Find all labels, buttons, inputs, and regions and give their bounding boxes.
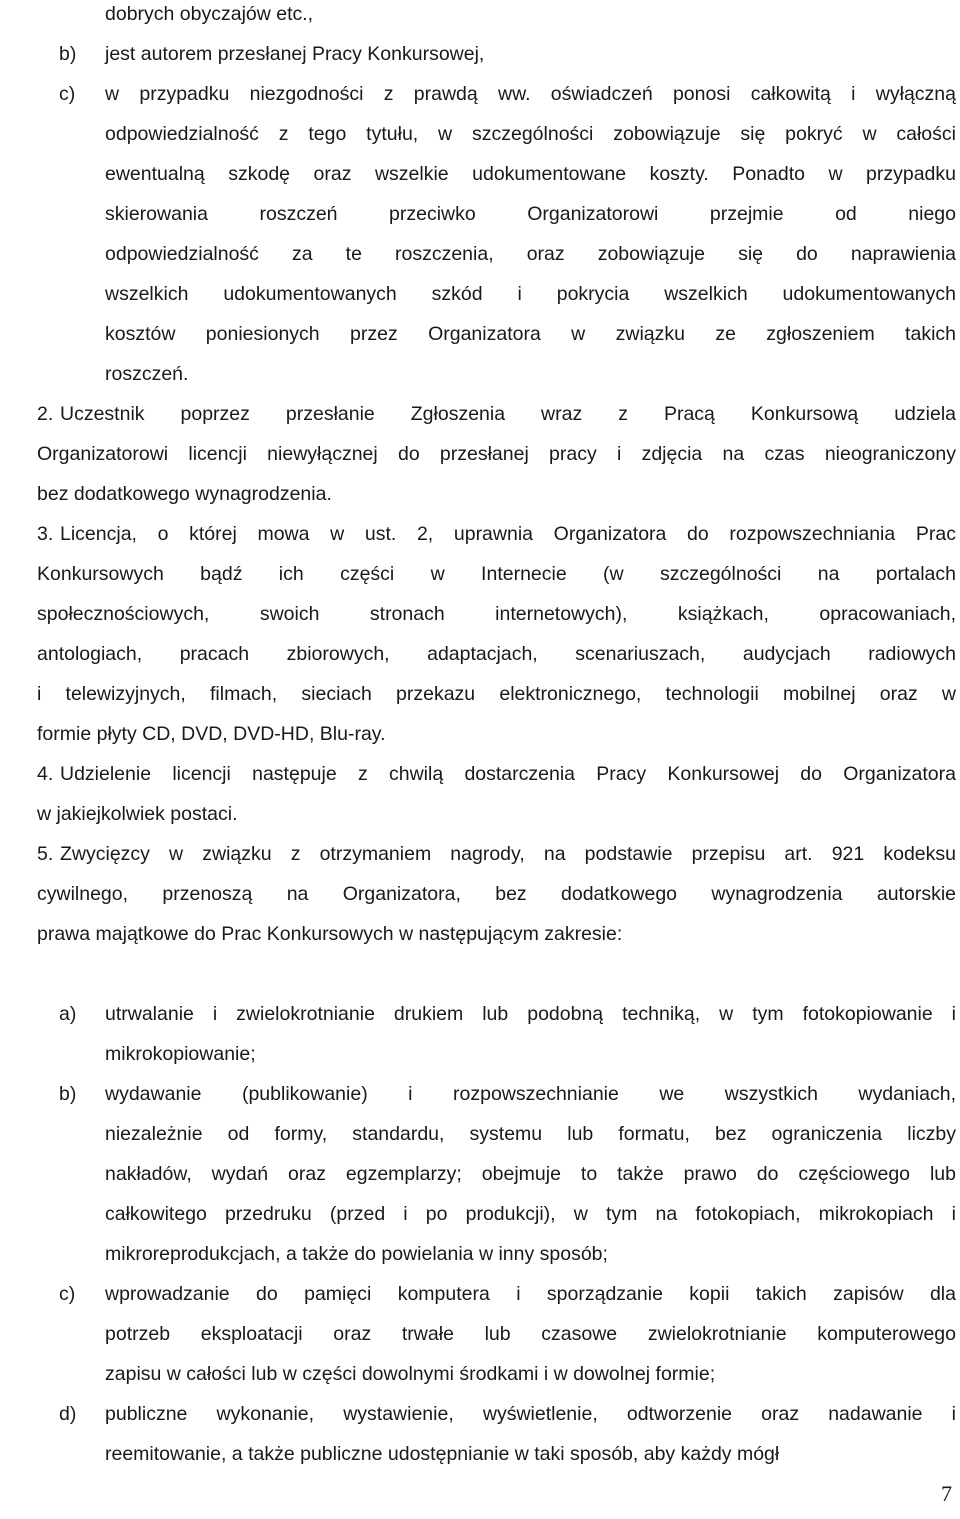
top-line (37, 74, 956, 114)
top-text: ewentualną szkodę oraz wszelkie udokumentowane koszty. Ponadto w przypadku (105, 163, 956, 185)
top-text: skierowania roszczeń przeciwko Organizatorowi przejmie od niego (105, 203, 956, 225)
numbered-label: 3. (37, 523, 54, 545)
numbered-text: Udzielenie licencji następuje z chwilą dostarczenia Pracy Konkursowej do Organizatora (60, 763, 956, 785)
sub-text: nakładów, wydań oraz egzemplarzy; obejmuje to także prawo do częściowego lub (105, 1163, 956, 1185)
sub-label: c) (59, 1283, 76, 1305)
sub-label: a) (59, 1003, 77, 1025)
sub-text: utrwalanie i zwielokrotnianie drukiem lub podobną techniką, w tym fotokopiowanie i (105, 1003, 956, 1025)
sub-line (37, 1314, 956, 1354)
numbered-line (37, 474, 956, 514)
top-text: w przypadku niezgodności z prawdą ww. oświadczeń ponosi całkowitą i wyłączną (105, 83, 956, 105)
numbered-line (37, 874, 956, 914)
sub-text: całkowitego przedruku (przed i po produkcji), w tym na fotokopiach, mikrokopiach i (105, 1203, 956, 1225)
sub-line (37, 1354, 956, 1394)
numbered-text: antologiach, pracach zbiorowych, adaptacjach, scenariuszach, audycjach radiowych (37, 643, 956, 665)
top-line (37, 0, 956, 34)
sub-line (37, 1074, 956, 1114)
numbered-text: cywilnego, przenoszą na Organizatora, bez dodatkowego wynagrodzenia autorskie (37, 883, 956, 905)
sub-line (37, 1194, 956, 1234)
sub-text: niezależnie od formy, standardu, systemu lub formatu, bez ograniczenia liczby (105, 1123, 956, 1145)
sub-line (37, 1114, 956, 1154)
numbered-line (37, 434, 956, 474)
numbered-line (37, 834, 956, 874)
sub-text: potrzeb eksploatacji oraz trwałe lub czasowe zwielokrotnianie komputerowego (105, 1323, 956, 1345)
sub-label: b) (59, 1083, 77, 1105)
numbered-line (37, 594, 956, 634)
numbered-label: 4. (37, 763, 54, 785)
top-line (37, 34, 956, 74)
numbered-text: Zwycięzcy w związku z otrzymaniem nagrody, na podstawie przepisu art. 921 kodeksu (60, 843, 956, 865)
numbered-text: i telewizyjnych, filmach, sieciach przekazu elektronicznego, technologii mobilnej oraz w (37, 683, 956, 705)
numbered-text: formie płyty CD, DVD, DVD-HD, Blu-ray. (37, 723, 386, 745)
sub-text: zapisu w całości lub w części dowolnymi środkami i w dowolnej formie; (105, 1363, 716, 1385)
top-line (37, 154, 956, 194)
sub-line (37, 1034, 956, 1074)
numbered-text: Konkursowych bądź ich części w Internecie (w szczególności na portalach (37, 563, 956, 585)
numbered-text: prawa majątkowe do Prac Konkursowych w następującym zakresie: (37, 923, 623, 945)
top-label: c) (59, 83, 76, 105)
numbered-line (37, 914, 956, 954)
top-line (37, 274, 956, 314)
sub-text: wydawanie (publikowanie) i rozpowszechnianie we wszystkich wydaniach, (105, 1083, 956, 1105)
numbered-text: społecznościowych, swoich stronach internetowych), książkach, opracowaniach, (37, 603, 956, 625)
numbered-line (37, 674, 956, 714)
sub-line (37, 1394, 956, 1434)
top-line (37, 114, 956, 154)
top-line (37, 354, 956, 394)
sub-text: wprowadzanie do pamięci komputera i sporządzanie kopii takich zapisów dla (105, 1283, 956, 1305)
top-text: odpowiedzialność z tego tytułu, w szczególności zobowiązuje się pokryć w całości (105, 123, 956, 145)
sub-line (37, 1274, 956, 1314)
top-text: jest autorem przesłanej Pracy Konkursowej, (105, 43, 485, 65)
numbered-line (37, 754, 956, 794)
scope-list (37, 994, 956, 1474)
sub-line (37, 1154, 956, 1194)
top-line (37, 314, 956, 354)
top-text: dobrych obyczajów etc., (105, 3, 314, 25)
numbered-line (37, 794, 956, 834)
numbered-text: Licencja, o której mowa w ust. 2, uprawnia Organizatora do rozpowszechniania Prac (60, 523, 956, 545)
top-text: wszelkich udokumentowanych szkód i pokrycia wszelkich udokumentowanych (105, 283, 956, 305)
sub-line (37, 1434, 956, 1474)
sub-line (37, 994, 956, 1034)
numbered-line (37, 394, 956, 434)
numbered-label: 5. (37, 843, 54, 865)
numbered-list (37, 394, 956, 954)
numbered-text: Uczestnik poprzez przesłanie Zgłoszenia wraz z Pracą Konkursową udziela (60, 403, 956, 425)
sub-text: publiczne wykonanie, wystawienie, wyświetlenie, odtworzenie oraz nadawanie i (105, 1403, 956, 1425)
top-list (37, 0, 956, 394)
top-label: b) (59, 43, 77, 65)
numbered-line (37, 714, 956, 754)
numbered-text: bez dodatkowego wynagrodzenia. (37, 483, 332, 505)
sub-text: reemitowanie, a także publiczne udostępnianie w taki sposób, aby każdy mógł (105, 1443, 780, 1465)
numbered-line (37, 514, 956, 554)
numbered-label: 2. (37, 403, 54, 425)
numbered-line (37, 634, 956, 674)
sub-line (37, 1234, 956, 1274)
top-line (37, 234, 956, 274)
sub-label: d) (59, 1403, 77, 1425)
numbered-text: w jakiejkolwiek postaci. (37, 803, 238, 825)
top-text: kosztów poniesionych przez Organizatora w związku ze zgłoszeniem takich (105, 323, 956, 345)
top-text: roszczeń. (105, 363, 189, 385)
sub-text: mikrokopiowanie; (105, 1043, 256, 1065)
numbered-line (37, 554, 956, 594)
top-line (37, 194, 956, 234)
numbered-text: Organizatorowi licencji niewyłącznej do przesłanej pracy i zdjęcia na czas nieograniczony (37, 443, 956, 465)
page-number: 7 (941, 1481, 952, 1506)
sub-text: mikroreprodukcjach, a także do powielania w inny sposób; (105, 1243, 608, 1265)
top-text: odpowiedzialność za te roszczenia, oraz zobowiązuje się do naprawienia (105, 243, 956, 265)
